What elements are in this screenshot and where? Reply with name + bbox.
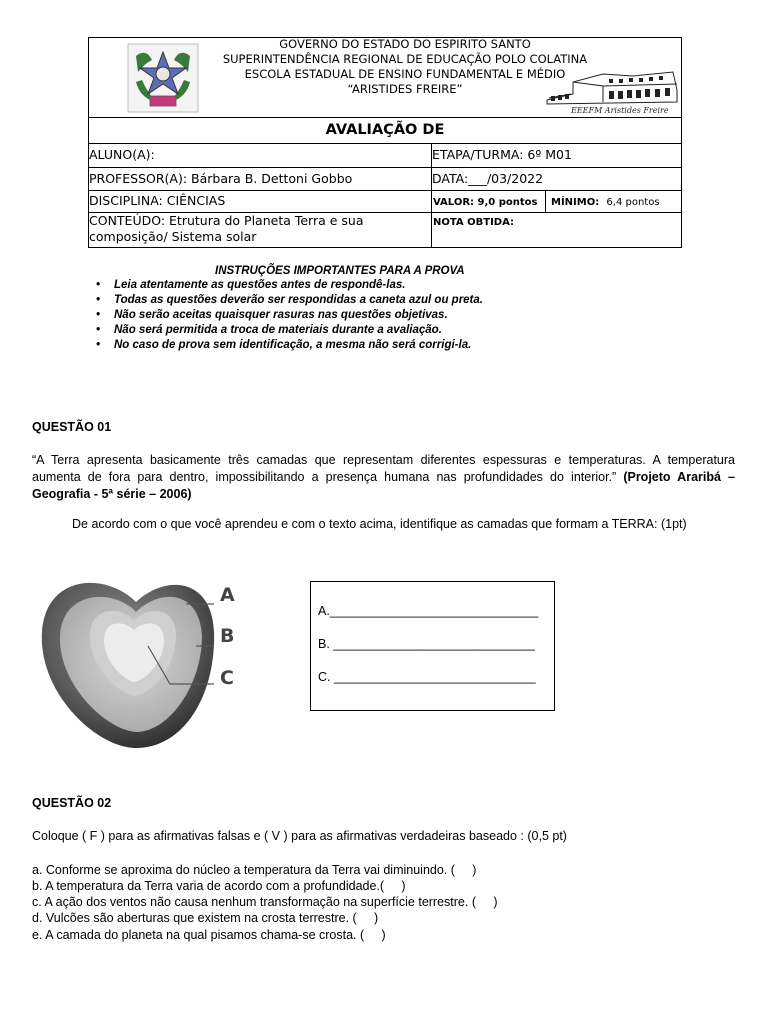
- question-2-prompt: Coloque ( F ) para as afirmativas falsas e ( V ) para as afirmativas verdadeiras baseado : (0,5 pt): [32, 829, 567, 843]
- nota-obtida-field[interactable]: NOTA OBTIDA:: [433, 217, 515, 228]
- statement-a[interactable]: a. Conforme se aproxima do núcleo a temperatura da Terra vai diminuindo. ( ): [32, 863, 477, 877]
- valor-divider: [545, 190, 546, 212]
- conteudo-line-2: composição/ Sistema solar: [89, 229, 257, 244]
- instructions-title: INSTRUÇÕES IMPORTANTES PARA A PROVA: [215, 265, 465, 277]
- minimo-field: [551, 195, 660, 211]
- data-field[interactable]: DATA:___/03/2022: [432, 171, 544, 186]
- header-line-3: ESCOLA ESTADUAL DE ENSINO FUNDAMENTAL E MÉDIO: [244, 67, 566, 81]
- instruction-item: • Todas as questões deverão ser respondidas a caneta azul ou preta.: [96, 294, 483, 306]
- instruction-item: • Não serão aceitas quaisquer rasuras nas questões objetivas.: [96, 309, 448, 321]
- figure-label-a: A: [220, 584, 235, 606]
- professor-field: PROFESSOR(A): Bárbara B. Dettoni Gobbo: [89, 171, 353, 186]
- row-border-2: [88, 190, 682, 191]
- instruction-item: • Não será permitida a troca de materiais durante a avaliação.: [96, 324, 442, 336]
- page-title: AVALIAÇÃO DE: [325, 122, 445, 138]
- valor-field: VALOR: 9,0 pontos: [433, 197, 538, 208]
- figure-label-b: B: [220, 625, 235, 647]
- quote-source: (Projeto Araribá – Geografia - 5ª série – 2006): [32, 470, 736, 501]
- header-line-4: “ARISTIDES FREIRE”: [347, 82, 463, 96]
- aluno-field[interactable]: ALUNO(A):: [89, 147, 155, 162]
- question-1-heading: QUESTÃO 01: [32, 420, 112, 434]
- answer-b[interactable]: B. _____________________________: [318, 637, 535, 651]
- school-building-logo: [543, 64, 681, 118]
- header-line-1: GOVERNO DO ESTADO DO ESPIRITO SANTO: [279, 37, 531, 51]
- instruction-item: • Leia atentamente as questões antes de respondê-las.: [96, 279, 406, 291]
- instruction-item: • No caso de prova sem identificação, a mesma não será corrigi-la.: [96, 339, 472, 351]
- etapa-turma-field: ETAPA/TURMA: 6º M01: [432, 147, 572, 162]
- title-bottom-border: [88, 143, 682, 144]
- earth-layers-figure: [36, 572, 246, 752]
- question-1-quote: [32, 452, 735, 503]
- statement-c[interactable]: c. A ação dos ventos não causa nenhum transformação na superfície terrestre. ( ): [32, 895, 498, 909]
- minimo-value: 6,4 pontos: [606, 197, 660, 208]
- statement-b[interactable]: b. A temperatura da Terra varia de acordo com a profundidade.( ): [32, 879, 406, 893]
- coat-of-arms-logo: [126, 42, 200, 114]
- row-border-1: [88, 167, 682, 168]
- question-1-prompt: De acordo com o que você aprendeu e com o texto acima, identifique as camadas que formam a TERRA: (1pt): [72, 517, 687, 531]
- question-2-heading: QUESTÃO 02: [32, 796, 112, 810]
- disciplina-field: DISCIPLINA: CIÊNCIAS: [89, 193, 226, 208]
- statement-e[interactable]: e. A camada do planeta na qual pisamos chama-se crosta. ( ): [32, 928, 386, 942]
- figure-label-c: C: [220, 667, 234, 689]
- title-top-border: [88, 117, 682, 118]
- header-line-2: SUPERINTENDÊNCIA REGIONAL DE EDUCAÇÃO POLO COLATINA: [222, 52, 588, 66]
- minimo-label: MÍNIMO:: [551, 197, 600, 208]
- answer-a[interactable]: A.______________________________: [318, 604, 539, 618]
- statement-d[interactable]: d. Vulcões são aberturas que existem na crosta terrestre. ( ): [32, 911, 379, 925]
- school-signature: EEEFM Aristides Freire: [571, 106, 669, 115]
- conteudo-line-1: CONTEÚDO: Etrutura do Planeta Terra e sua: [89, 213, 364, 228]
- quote-text: “A Terra apresenta basicamente três camadas que representam diferentes espessuras e temperaturas. A temperatura aumenta de fora para dentro, impossibilitando a presença humana nas profundidades do interior.”: [32, 453, 735, 484]
- answer-c[interactable]: C. _____________________________: [318, 670, 536, 684]
